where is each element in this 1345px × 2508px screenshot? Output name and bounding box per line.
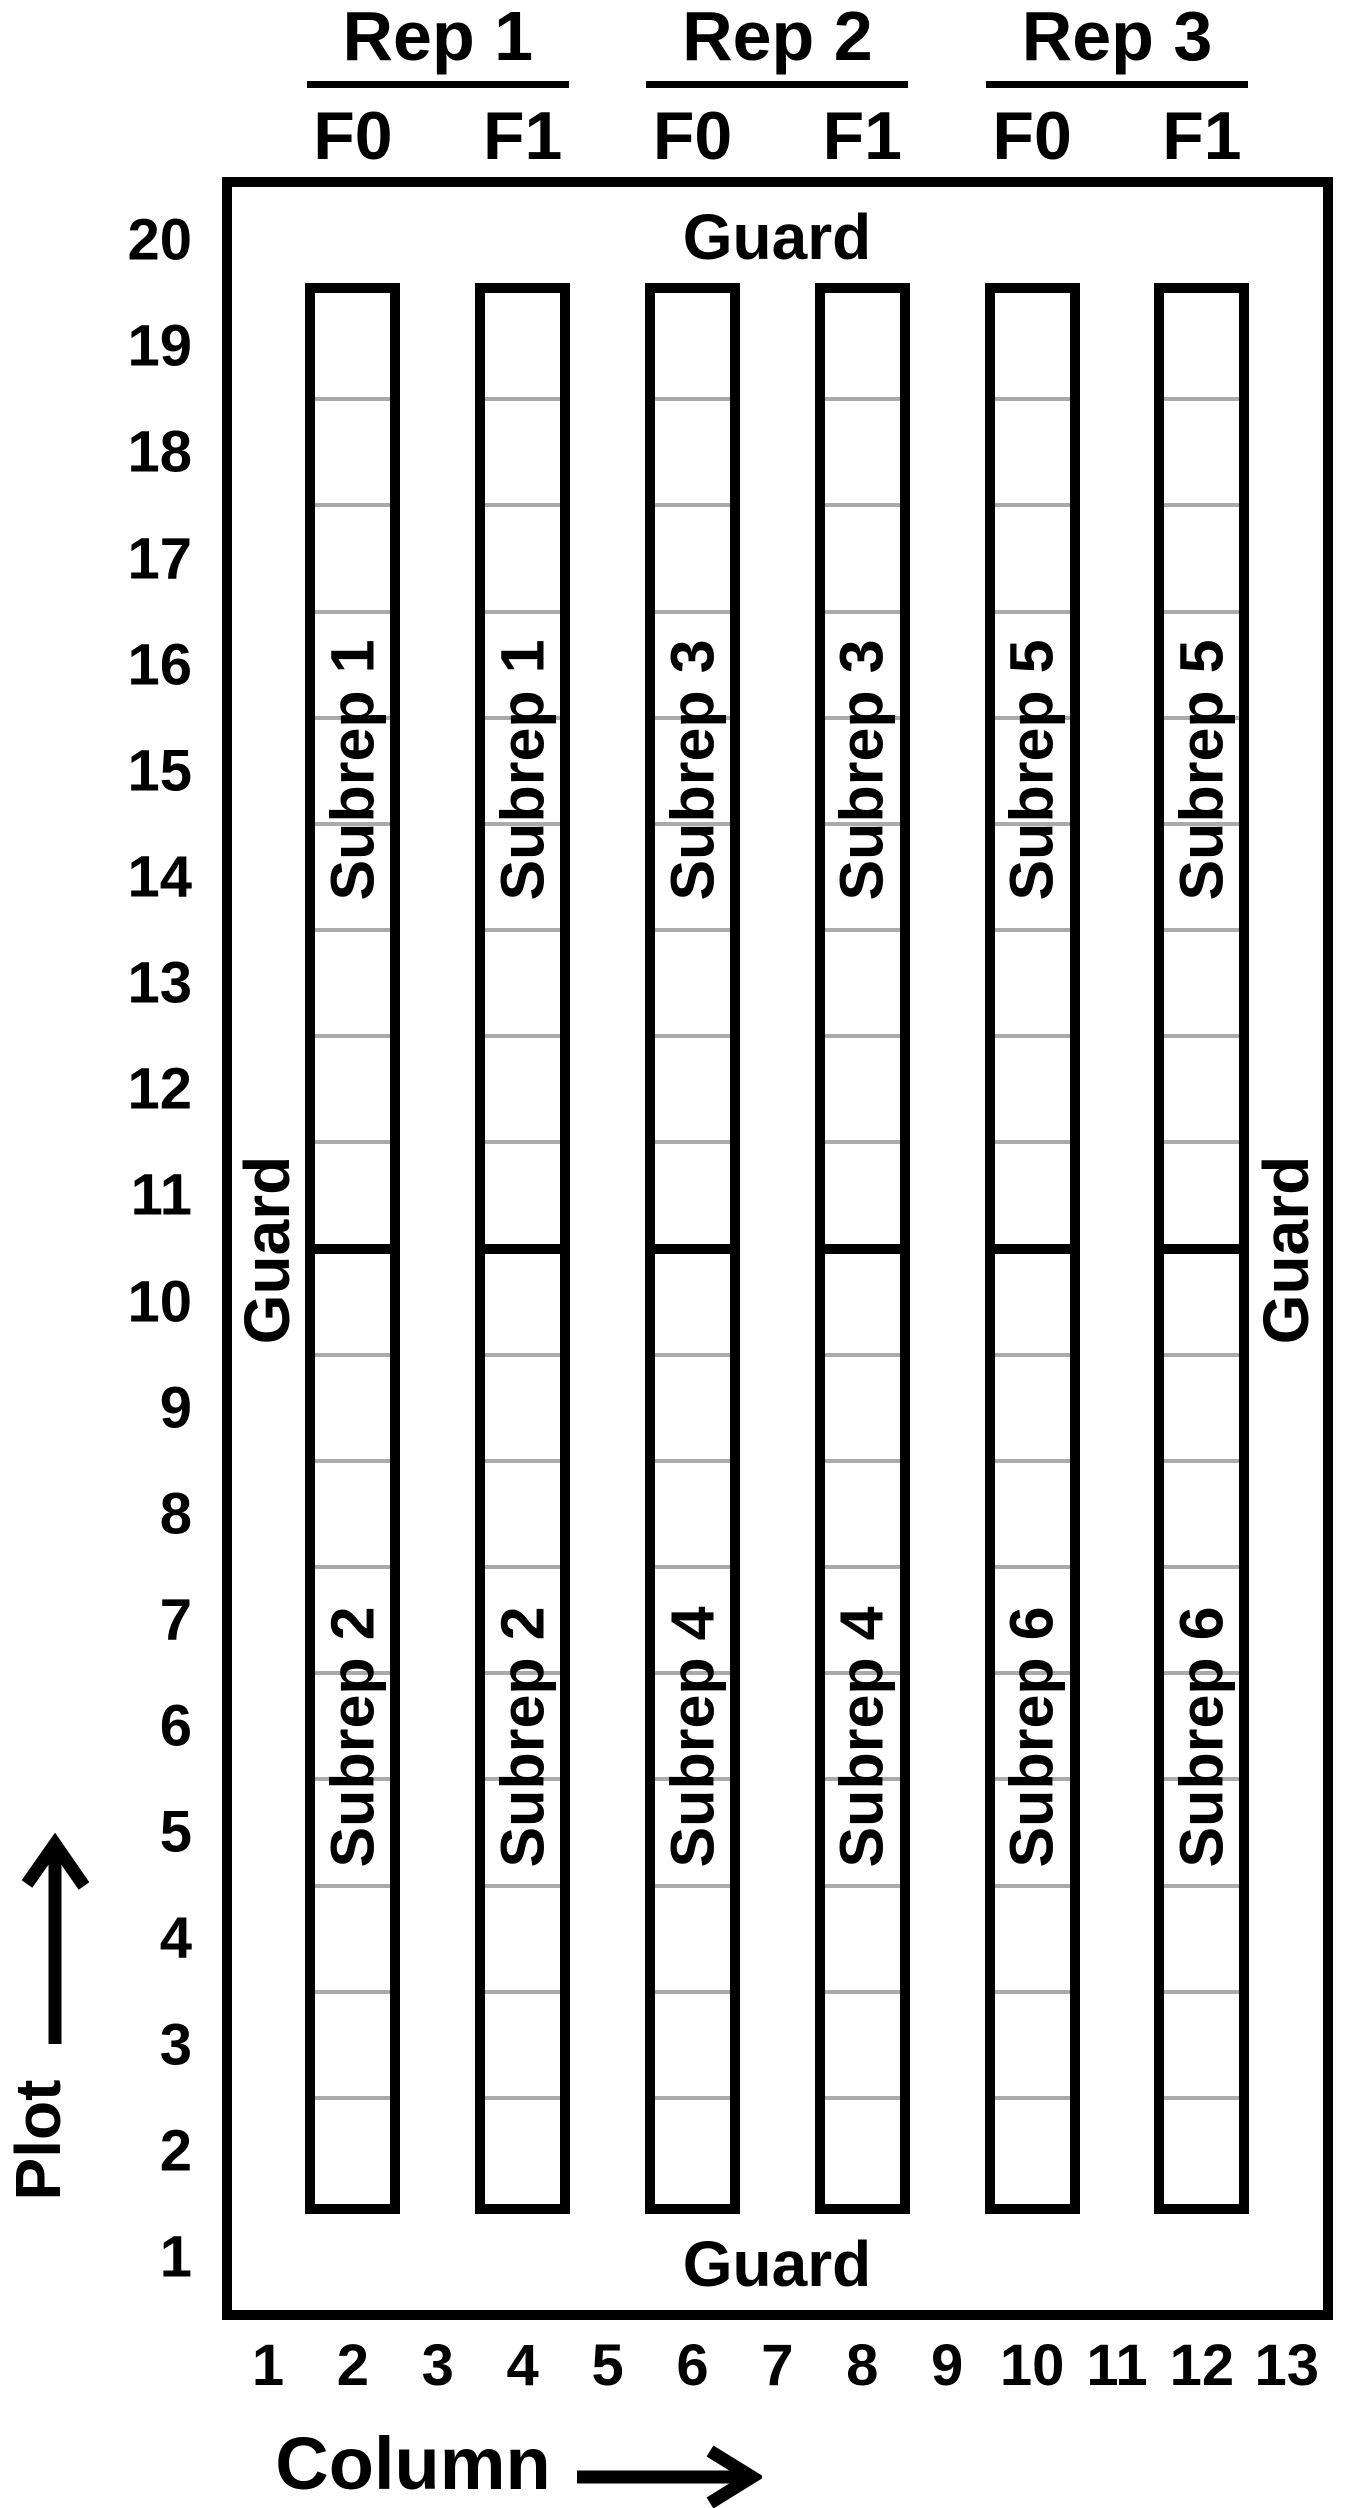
strip-plot-divider [825,928,900,932]
subrep-label-top: Subrep 1 [318,639,387,901]
strip-plot-divider [995,928,1070,932]
strip-plot-divider [995,1034,1070,1038]
strip-plot-divider [655,1565,730,1569]
strip-middle-divider [654,1244,731,1254]
rep-header-label: Rep 1 [342,0,534,75]
plot-tick: 5 [159,1799,192,1865]
rep-header-underline [646,81,908,88]
strip-plot-divider [655,1459,730,1463]
plot-tick: 1 [159,2224,192,2290]
strip-plot-divider [1164,1565,1239,1569]
plot-axis-arrow-icon [18,1832,94,2054]
strip-plot-divider [995,397,1070,401]
strip-plot-divider [1164,2096,1239,2100]
strip-plot-divider [655,397,730,401]
strip-plot-divider [485,928,560,932]
column-tick: 6 [676,2333,709,2398]
strip-plot-divider [485,2096,560,2100]
column-tick: 7 [761,2333,794,2398]
subrep-label-top: Subrep 3 [827,639,896,901]
plot-tick: 7 [159,1587,192,1653]
strip-plot-divider [825,1459,900,1463]
subrep-label-top: Subrep 1 [488,639,557,901]
subrep-label-top: Subrep 5 [1167,639,1236,901]
plot-tick: 17 [127,526,192,592]
column-tick: 8 [846,2333,879,2398]
column-tick: 5 [591,2333,624,2398]
strip-plot-divider [995,610,1070,614]
strip-plot-divider [485,503,560,507]
column-axis-label: Column [275,2422,551,2505]
strip-plot-divider [485,1884,560,1888]
strip-plot-divider [315,397,390,401]
column-tick: 11 [1086,2333,1148,2398]
strip-plot-divider [995,1459,1070,1463]
strip-plot-divider [485,1353,560,1357]
rep-header-label: Rep 3 [1021,0,1213,75]
strip-column-4 [475,283,570,2214]
subrep-label-bottom: Subrep 6 [997,1606,1066,1868]
strip-plot-divider [995,503,1070,507]
strip-plot-divider [655,503,730,507]
subrep-label-top: Subrep 5 [997,639,1066,901]
plot-tick: 20 [127,207,192,273]
strip-plot-divider [1164,503,1239,507]
column-tick: 9 [931,2333,964,2398]
strip-plot-divider [315,1884,390,1888]
strip-plot-divider [485,397,560,401]
strip-plot-divider [315,610,390,614]
column-tick: 2 [336,2333,370,2398]
factor-label: F1 [822,98,902,174]
rep-header-label: Rep 2 [682,0,873,75]
strip-plot-divider [485,610,560,614]
plot-tick: 15 [127,738,192,804]
strip-middle-divider [314,1244,391,1254]
strip-plot-divider [1164,1990,1239,1994]
strip-plot-divider [655,2096,730,2100]
strip-plot-divider [825,1990,900,1994]
strip-plot-divider [655,1353,730,1357]
strip-plot-divider [825,1140,900,1144]
strip-plot-divider [995,2096,1070,2100]
factor-label: F0 [992,98,1072,174]
factor-label: F1 [1162,98,1242,174]
factor-label: F0 [652,98,733,174]
strip-plot-divider [485,1459,560,1463]
strip-middle-divider [994,1244,1071,1254]
guard-label-bottom: Guard [682,2228,872,2300]
factor-label: F0 [313,98,393,174]
column-tick: 1 [251,2333,285,2398]
strip-plot-divider [315,1140,390,1144]
strip-plot-divider [825,610,900,614]
plot-tick: 6 [159,1693,192,1759]
column-tick: 3 [421,2333,454,2398]
factor-label: F1 [483,98,563,174]
strip-middle-divider [1163,1244,1240,1254]
plot-tick: 13 [127,950,192,1016]
strip-plot-divider [315,1353,390,1357]
strip-middle-divider [484,1244,561,1254]
strip-plot-divider [995,1140,1070,1144]
strip-plot-divider [825,1353,900,1357]
strip-plot-divider [1164,1884,1239,1888]
strip-plot-divider [1164,397,1239,401]
strip-plot-divider [825,1884,900,1888]
column-tick: 13 [1254,2333,1320,2398]
guard-label-right: Guard [1250,1155,1322,1345]
column-tick: 4 [506,2333,539,2398]
plot-tick: 4 [159,1905,192,1971]
plot-tick: 8 [159,1481,192,1547]
plot-tick: 12 [127,1056,192,1122]
column-tick: 10 [999,2333,1065,2398]
strip-plot-divider [825,1034,900,1038]
strip-plot-divider [1164,1459,1239,1463]
rep-header-underline [986,81,1248,88]
subrep-label-bottom: Subrep 4 [827,1606,896,1868]
strip-plot-divider [655,1990,730,1994]
strip-plot-divider [315,928,390,932]
strip-plot-divider [825,2096,900,2100]
plot-axis-label: Plot [2,2079,74,2201]
strip-column-2 [305,283,400,2214]
plot-tick: 19 [127,313,192,379]
strip-plot-divider [1164,1353,1239,1357]
column-tick: 12 [1169,2333,1235,2398]
column-axis-arrow-icon [572,2444,762,2508]
subrep-label-bottom: Subrep 4 [658,1606,726,1868]
strip-plot-divider [485,1140,560,1144]
strip-plot-divider [315,1565,390,1569]
strip-plot-divider [655,1140,730,1144]
strip-plot-divider [485,1034,560,1038]
subrep-label-top: Subrep 3 [658,639,726,901]
strip-plot-divider [315,1459,390,1463]
strip-plot-divider [995,1565,1070,1569]
strip-plot-divider [315,2096,390,2100]
plot-tick: 2 [159,2118,192,2184]
subrep-label-bottom: Subrep 6 [1167,1606,1236,1868]
strip-plot-divider [1164,1140,1239,1144]
strip-plot-divider [655,1884,730,1888]
strip-column-8 [815,283,910,2214]
strip-plot-divider [1164,1034,1239,1038]
plot-tick: 14 [127,844,192,910]
strip-column-6 [645,283,740,2214]
strip-plot-divider [825,503,900,507]
plot-tick: 11 [130,1162,192,1228]
strip-plot-divider [655,610,730,614]
strip-plot-divider [995,1884,1070,1888]
strip-column-10 [985,283,1080,2214]
strip-plot-divider [655,928,730,932]
strip-plot-divider [825,1565,900,1569]
strip-plot-divider [995,1990,1070,1994]
plot-tick: 10 [127,1269,192,1335]
strip-column-12 [1154,283,1249,2214]
subrep-label-bottom: Subrep 2 [318,1606,387,1868]
guard-label-left: Guard [231,1155,303,1345]
strip-middle-divider [824,1244,901,1254]
strip-plot-divider [315,1034,390,1038]
plot-tick: 9 [159,1375,192,1441]
plot-tick: 3 [159,2012,192,2078]
strip-plot-divider [1164,610,1239,614]
rep-header-underline [307,81,569,88]
plot-tick: 18 [127,419,192,485]
guard-label-top: Guard [682,201,872,273]
strip-plot-divider [315,1990,390,1994]
plot-tick: 16 [127,632,192,698]
strip-plot-divider [995,1353,1070,1357]
strip-plot-divider [485,1990,560,1994]
strip-plot-divider [825,397,900,401]
strip-plot-divider [315,503,390,507]
subrep-label-bottom: Subrep 2 [488,1606,557,1868]
strip-plot-divider [655,1034,730,1038]
strip-plot-divider [1164,928,1239,932]
strip-plot-divider [485,1565,560,1569]
